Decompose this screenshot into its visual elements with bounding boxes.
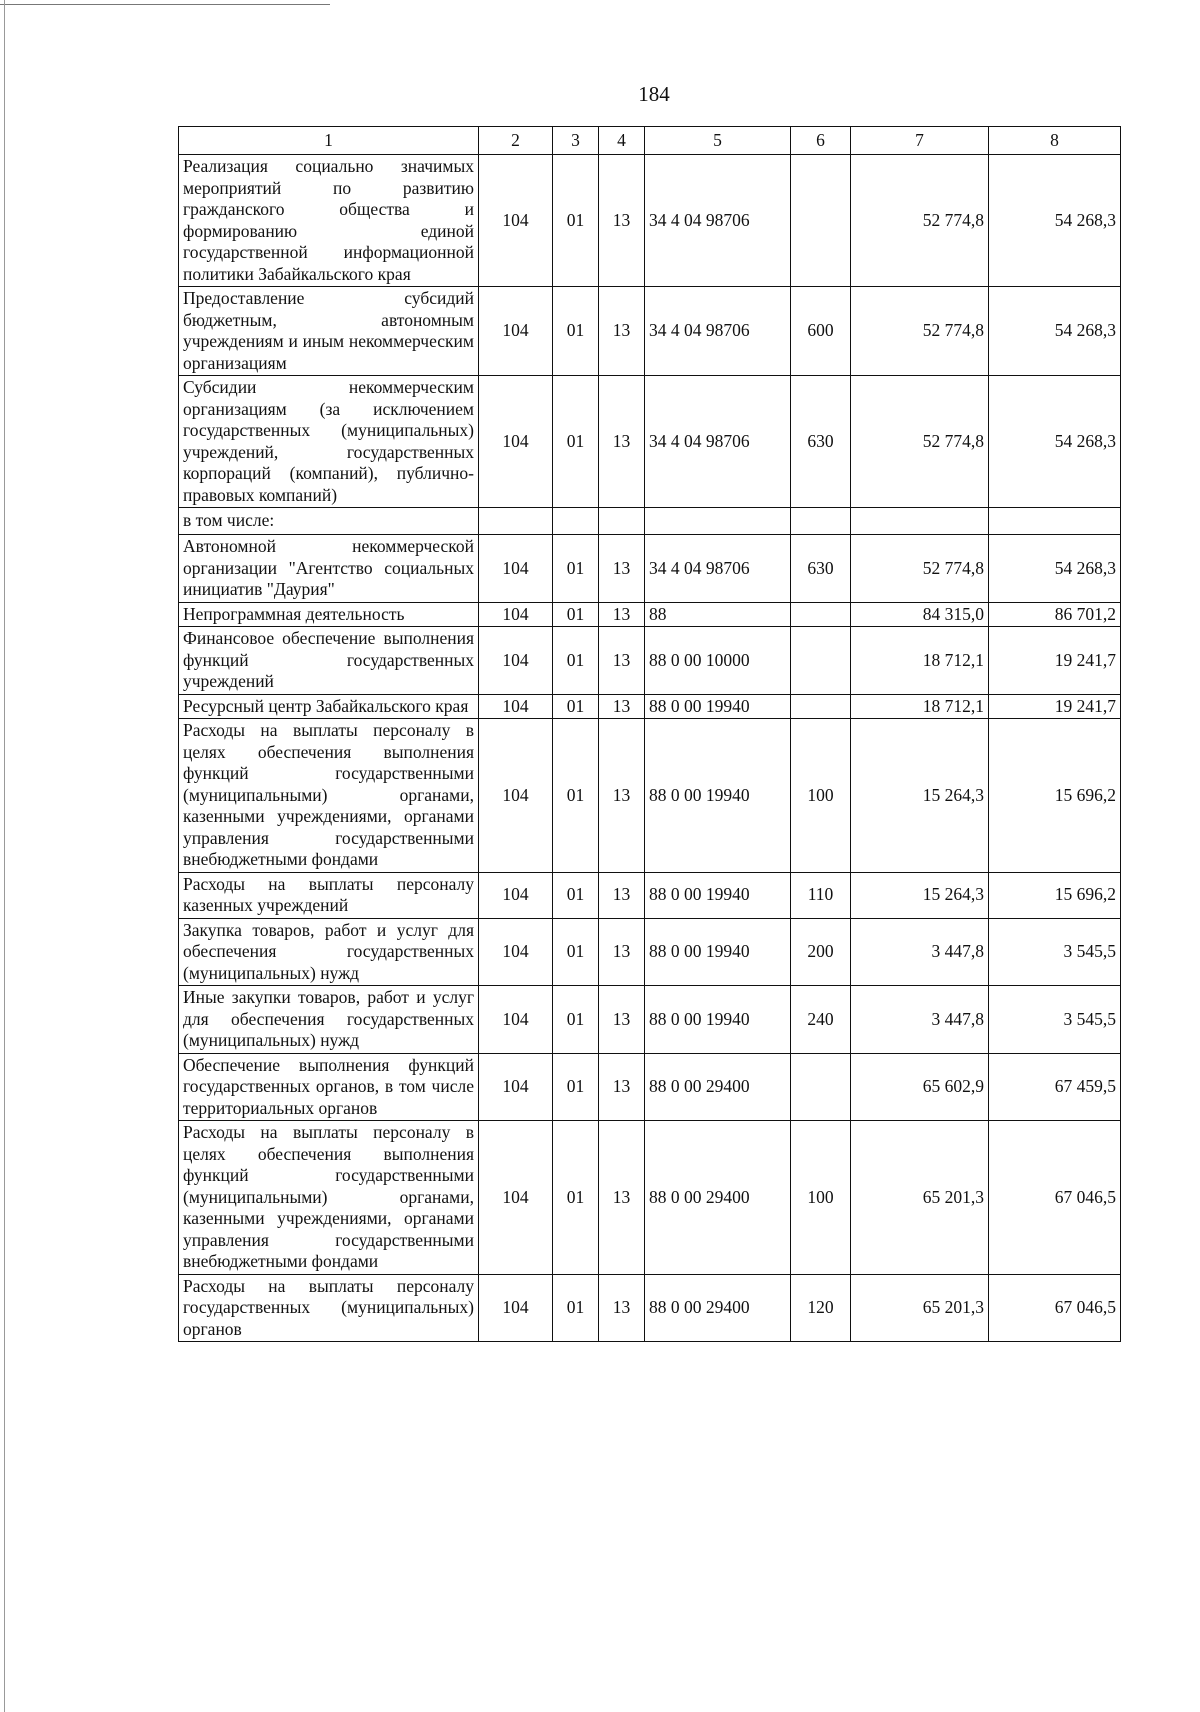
cell-amount-8: 3 545,5 — [989, 986, 1121, 1054]
cell-amount-7: 52 774,8 — [851, 376, 989, 508]
cell-code-3: 01 — [553, 1053, 599, 1121]
cell-code-4: 13 — [599, 872, 645, 918]
item-name: Финансовое обеспечение выполнения функций государственных учреждений — [179, 627, 479, 695]
cell-amount-8: 3 545,5 — [989, 918, 1121, 986]
cell-target-code: 88 0 00 19940 — [645, 918, 791, 986]
cell-amount-8: 67 046,5 — [989, 1274, 1121, 1342]
cell-code-2: 104 — [479, 872, 553, 918]
cell-code-2: 104 — [479, 719, 553, 873]
header-cell: 3 — [553, 127, 599, 155]
cell-expense-type: 100 — [791, 1121, 851, 1275]
cell-code-4 — [599, 508, 645, 535]
item-name: Иные закупки товаров, работ и услуг для обеспечения государственных (муниципальных) нужд — [179, 986, 479, 1054]
cell-code-4: 13 — [599, 1121, 645, 1275]
cell-code-3: 01 — [553, 602, 599, 627]
table-row — [179, 602, 1121, 627]
cell-expense-type: 100 — [791, 719, 851, 873]
cell-code-4: 13 — [599, 1053, 645, 1121]
cell-expense-type — [791, 694, 851, 719]
cell-target-code: 88 0 00 19940 — [645, 872, 791, 918]
cell-code-2: 104 — [479, 1121, 553, 1275]
cell-code-3: 01 — [553, 1121, 599, 1275]
cell-code-2: 104 — [479, 287, 553, 376]
cell-code-2: 104 — [479, 986, 553, 1054]
cell-amount-7: 65 201,3 — [851, 1121, 989, 1275]
header-cell: 6 — [791, 127, 851, 155]
table-row — [179, 376, 1121, 508]
cell-amount-8: 86 701,2 — [989, 602, 1121, 627]
cell-amount-7: 15 264,3 — [851, 719, 989, 873]
cell-code-2: 104 — [479, 1274, 553, 1342]
cell-amount-8: 15 696,2 — [989, 719, 1121, 873]
cell-code-4: 13 — [599, 287, 645, 376]
cell-amount-8: 54 268,3 — [989, 376, 1121, 508]
cell-target-code: 88 0 00 29400 — [645, 1274, 791, 1342]
table-row — [179, 986, 1121, 1054]
header-cell: 8 — [989, 127, 1121, 155]
cell-target-code: 88 0 00 29400 — [645, 1121, 791, 1275]
cell-code-2: 104 — [479, 535, 553, 603]
cell-expense-type: 200 — [791, 918, 851, 986]
cell-code-3: 01 — [553, 719, 599, 873]
cell-code-4: 13 — [599, 1274, 645, 1342]
item-name: Обеспечение выполнения функций государственных органов, в том числе территориальных органов — [179, 1053, 479, 1121]
cell-amount-7: 3 447,8 — [851, 986, 989, 1054]
cell-expense-type — [791, 155, 851, 287]
cell-code-4: 13 — [599, 535, 645, 603]
cell-code-2: 104 — [479, 376, 553, 508]
cell-code-4: 13 — [599, 719, 645, 873]
item-name: Реализация социально значимых мероприятий по развитию гражданского общества и формированию единой государственной информационной политики Забайкальского края — [179, 155, 479, 287]
header-cell: 7 — [851, 127, 989, 155]
header-cell: 2 — [479, 127, 553, 155]
cell-code-2: 104 — [479, 918, 553, 986]
cell-code-4: 13 — [599, 627, 645, 695]
cell-amount-7 — [851, 508, 989, 535]
cell-expense-type — [791, 508, 851, 535]
cell-code-4: 13 — [599, 986, 645, 1054]
cell-amount-8: 54 268,3 — [989, 535, 1121, 603]
cell-expense-type — [791, 602, 851, 627]
scan-top-rule — [0, 4, 330, 5]
cell-target-code: 88 0 00 19940 — [645, 986, 791, 1054]
cell-amount-8: 19 241,7 — [989, 627, 1121, 695]
table-row — [179, 155, 1121, 287]
table-row — [179, 918, 1121, 986]
cell-amount-7: 52 774,8 — [851, 155, 989, 287]
item-name: Закупка товаров, работ и услуг для обеспечения государственных (муниципальных) нужд — [179, 918, 479, 986]
cell-code-2: 104 — [479, 694, 553, 719]
header-cell: 5 — [645, 127, 791, 155]
cell-target-code: 88 0 00 10000 — [645, 627, 791, 695]
cell-code-3: 01 — [553, 627, 599, 695]
cell-target-code: 88 — [645, 602, 791, 627]
cell-amount-7: 65 602,9 — [851, 1053, 989, 1121]
cell-code-3: 01 — [553, 1274, 599, 1342]
item-name: Расходы на выплаты персоналу казенных учреждений — [179, 872, 479, 918]
header-cell: 4 — [599, 127, 645, 155]
cell-expense-type: 240 — [791, 986, 851, 1054]
cell-amount-7: 84 315,0 — [851, 602, 989, 627]
item-name: Предоставление субсидий бюджетным, автономным учреждениям и иным некоммерческим организациям — [179, 287, 479, 376]
item-name: Автономной некоммерческой организации "Агентство социальных инициатив "Даурия" — [179, 535, 479, 603]
cell-expense-type: 630 — [791, 376, 851, 508]
budget-table — [178, 126, 1121, 1342]
cell-expense-type: 120 — [791, 1274, 851, 1342]
cell-target-code: 34 4 04 98706 — [645, 535, 791, 603]
cell-target-code: 88 0 00 19940 — [645, 719, 791, 873]
table-row — [179, 694, 1121, 719]
cell-code-3: 01 — [553, 376, 599, 508]
cell-code-4: 13 — [599, 155, 645, 287]
table-row — [179, 1274, 1121, 1342]
cell-amount-7: 18 712,1 — [851, 627, 989, 695]
item-name: Расходы на выплаты персоналу в целях обеспечения выполнения функций государственными (муниципальными) органами, казенными учреждениями, органами управления государственными внебюджетными фондами — [179, 719, 479, 873]
cell-code-2: 104 — [479, 1053, 553, 1121]
item-name: Ресурсный центр Забайкальского края — [179, 694, 479, 719]
cell-code-3: 01 — [553, 986, 599, 1054]
cell-expense-type: 600 — [791, 287, 851, 376]
cell-amount-8: 19 241,7 — [989, 694, 1121, 719]
cell-code-3: 01 — [553, 535, 599, 603]
item-name: Непрограммная деятельность — [179, 602, 479, 627]
cell-target-code: 34 4 04 98706 — [645, 155, 791, 287]
table-row — [179, 1121, 1121, 1275]
cell-target-code: 34 4 04 98706 — [645, 287, 791, 376]
cell-target-code: 88 0 00 19940 — [645, 694, 791, 719]
table-row — [179, 287, 1121, 376]
table-row — [179, 627, 1121, 695]
cell-amount-8: 15 696,2 — [989, 872, 1121, 918]
table-row — [179, 872, 1121, 918]
header-row — [179, 127, 1121, 155]
cell-amount-8: 54 268,3 — [989, 287, 1121, 376]
item-name: в том числе: — [179, 508, 479, 535]
cell-target-code: 34 4 04 98706 — [645, 376, 791, 508]
cell-amount-7: 18 712,1 — [851, 694, 989, 719]
cell-code-3: 01 — [553, 918, 599, 986]
table-row — [179, 719, 1121, 873]
table-row — [179, 508, 1121, 535]
item-name: Расходы на выплаты персоналу в целях обеспечения выполнения функций государственными (муниципальными) органами, казенными учреждениями, органами управления государственными внебюджетными фондами — [179, 1121, 479, 1275]
cell-code-3: 01 — [553, 694, 599, 719]
cell-code-3: 01 — [553, 155, 599, 287]
cell-expense-type: 630 — [791, 535, 851, 603]
item-name: Расходы на выплаты персоналу государственных (муниципальных) органов — [179, 1274, 479, 1342]
cell-amount-7: 15 264,3 — [851, 872, 989, 918]
cell-amount-8: 67 046,5 — [989, 1121, 1121, 1275]
cell-amount-8: 54 268,3 — [989, 155, 1121, 287]
table-row — [179, 1053, 1121, 1121]
cell-code-2 — [479, 508, 553, 535]
cell-expense-type — [791, 1053, 851, 1121]
cell-code-4: 13 — [599, 918, 645, 986]
cell-code-3: 01 — [553, 287, 599, 376]
item-name: Субсидии некоммерческим организациям (за исключением государственных (муниципальных) учреждений, государственных корпораций (компаний), публично-правовых компаний) — [179, 376, 479, 508]
cell-code-4: 13 — [599, 602, 645, 627]
header-cell: 1 — [179, 127, 479, 155]
cell-code-3: 01 — [553, 872, 599, 918]
cell-amount-8: 67 459,5 — [989, 1053, 1121, 1121]
cell-code-2: 104 — [479, 155, 553, 287]
cell-code-4: 13 — [599, 376, 645, 508]
cell-expense-type — [791, 627, 851, 695]
cell-target-code: 88 0 00 29400 — [645, 1053, 791, 1121]
scan-left-edge — [4, 0, 5, 1712]
cell-amount-7: 52 774,8 — [851, 535, 989, 603]
cell-amount-7: 65 201,3 — [851, 1274, 989, 1342]
cell-code-3 — [553, 508, 599, 535]
cell-code-2: 104 — [479, 602, 553, 627]
cell-amount-7: 52 774,8 — [851, 287, 989, 376]
cell-code-4: 13 — [599, 694, 645, 719]
cell-amount-8 — [989, 508, 1121, 535]
cell-amount-7: 3 447,8 — [851, 918, 989, 986]
cell-target-code — [645, 508, 791, 535]
cell-code-2: 104 — [479, 627, 553, 695]
page-number: 184 — [638, 82, 670, 106]
cell-expense-type: 110 — [791, 872, 851, 918]
table-row — [179, 535, 1121, 603]
